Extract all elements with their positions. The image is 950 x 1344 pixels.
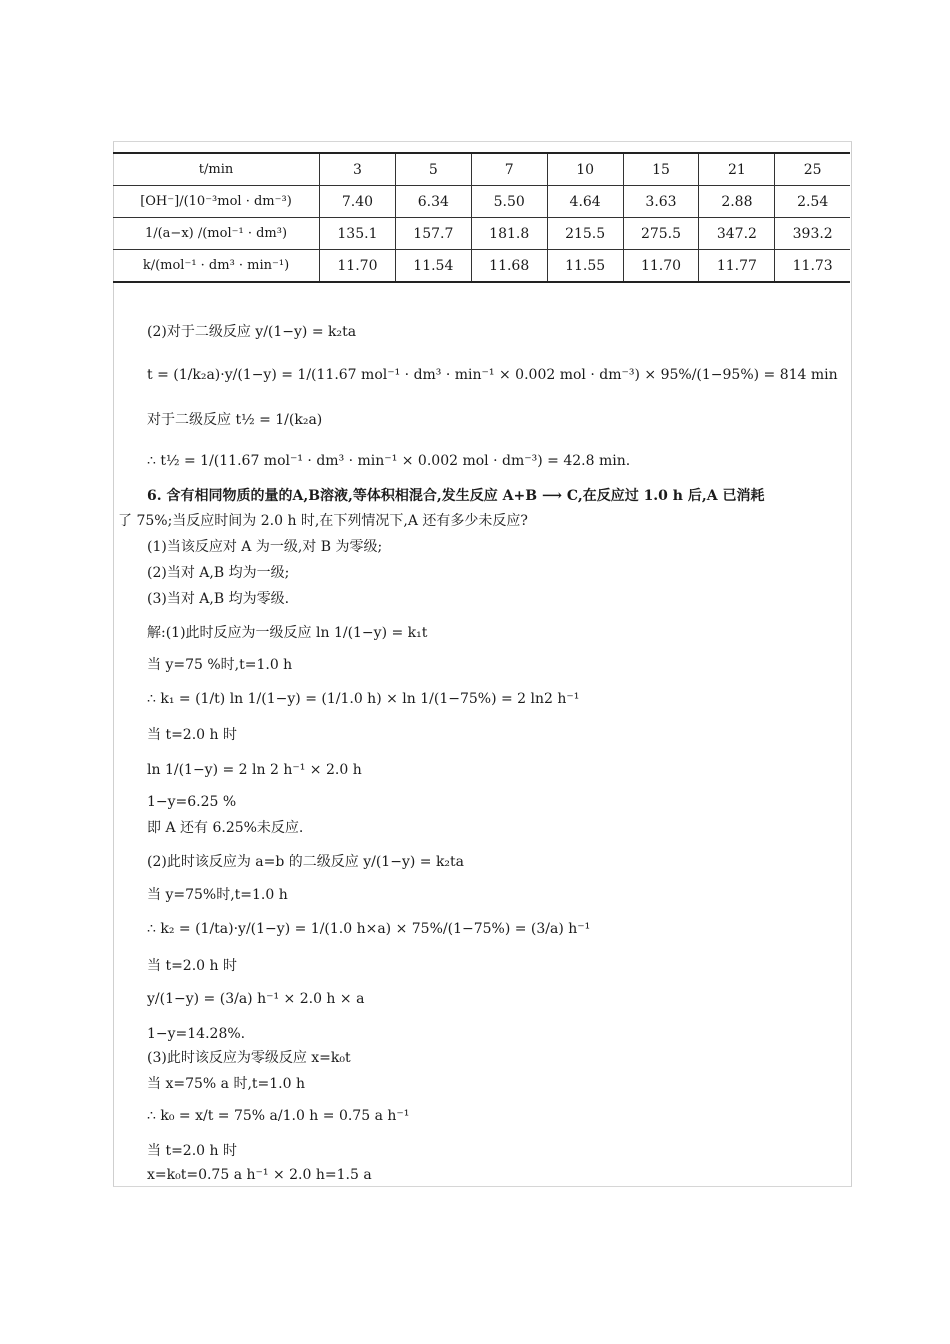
text-line: 即 A 还有 6.25%未反应. — [147, 820, 304, 836]
text-line: 当 x=75% a 时,t=1.0 h — [147, 1076, 305, 1092]
table-cell: 25 — [775, 153, 850, 186]
text-line: 解:(1)此时反应为一级反应 ln 1/(1−y) = k₁t — [147, 625, 428, 641]
text-line: y/(1−y) = (3/a) h⁻¹ × 2.0 h × a — [147, 991, 365, 1007]
table-cell: 11.68 — [471, 250, 547, 283]
text-line: x=k₀t=0.75 a h⁻¹ × 2.0 h=1.5 a — [147, 1167, 372, 1183]
table-cell: 15 — [623, 153, 699, 186]
text-line: (3)当对 A,B 均为零级. — [147, 591, 290, 607]
table-cell: 5 — [395, 153, 471, 186]
table-cell: 11.54 — [395, 250, 471, 283]
table-cell: 3 — [320, 153, 396, 186]
table-cell: k/(mol⁻¹ · dm³ · min⁻¹) — [113, 250, 320, 283]
table-cell: 1/(a−x) /(mol⁻¹ · dm³) — [113, 218, 320, 250]
text-line: 对于二级反应 t½ = 1/(k₂a) — [147, 412, 323, 428]
table-cell: 181.8 — [471, 218, 547, 250]
text-line: ln 1/(1−y) = 2 ln 2 h⁻¹ × 2.0 h — [147, 762, 362, 778]
text-line: (2)对于二级反应 y/(1−y) = k₂ta — [147, 324, 357, 340]
table-cell: 7 — [471, 153, 547, 186]
text-line: 1−y=6.25 % — [147, 794, 237, 810]
table-row — [113, 153, 850, 186]
table-cell: 10 — [547, 153, 623, 186]
text-line: (2)当对 A,B 均为一级; — [147, 565, 290, 581]
table-cell: 347.2 — [699, 218, 775, 250]
table-cell: 3.63 — [623, 186, 699, 218]
text-line: ∴ k₂ = (1/ta)·y/(1−y) = 1/(1.0 h×a) × 75%/(1−75%) = (3/a) h⁻¹ — [147, 921, 591, 937]
table-cell: 11.55 — [547, 250, 623, 283]
text-line: ∴ t½ = 1/(11.67 mol⁻¹ · dm³ · min⁻¹ × 0.002 mol · dm⁻³) = 42.8 min. — [147, 453, 631, 469]
data-table — [113, 152, 850, 283]
text-line: (3)此时该反应为零级反应 x=k₀t — [147, 1050, 351, 1066]
table-cell: t/min — [113, 153, 320, 186]
text-line: (2)此时该反应为 a=b 的二级反应 y/(1−y) = k₂ta — [147, 854, 465, 870]
table-cell: 11.70 — [320, 250, 396, 283]
table-cell: 2.88 — [699, 186, 775, 218]
table-cell: 275.5 — [623, 218, 699, 250]
table-cell: 21 — [699, 153, 775, 186]
text-line: 当 t=2.0 h 时 — [147, 958, 237, 974]
text-line: ∴ k₁ = (1/t) ln 1/(1−y) = (1/1.0 h) × ln 1/(1−75%) = 2 ln2 h⁻¹ — [147, 691, 580, 707]
text-line: 当 y=75 %时,t=1.0 h — [147, 657, 293, 673]
text-line: t = (1/k₂a)·y/(1−y) = 1/(11.67 mol⁻¹ · dm³ · min⁻¹ × 0.002 mol · dm⁻³) × 95%/(1−95%) = 814 min — [147, 367, 838, 383]
table-row — [113, 186, 850, 218]
table-cell: 4.64 — [547, 186, 623, 218]
table-cell: 393.2 — [775, 218, 850, 250]
table-cell: 11.70 — [623, 250, 699, 283]
table-cell: 2.54 — [775, 186, 850, 218]
table-cell: 11.77 — [699, 250, 775, 283]
text-line: 当 t=2.0 h 时 — [147, 1143, 237, 1159]
text-line: (1)当该反应对 A 为一级,对 B 为零级; — [147, 539, 383, 555]
table-cell: 135.1 — [320, 218, 396, 250]
table-row — [113, 218, 850, 250]
table-cell: [OH⁻]/(10⁻³mol · dm⁻³) — [113, 186, 320, 218]
text-line: ∴ k₀ = x/t = 75% a/1.0 h = 0.75 a h⁻¹ — [147, 1108, 410, 1124]
table-cell: 6.34 — [395, 186, 471, 218]
text-line: 了 75%;当反应时间为 2.0 h 时,在下列情况下,A 还有多少未反应? — [118, 513, 528, 529]
text-line: 6. 含有相同物质的量的A,B溶液,等体积相混合,发生反应 A+B ⟶ C,在反应过 1.0 h 后,A 已消耗 — [147, 488, 765, 504]
table-cell: 7.40 — [320, 186, 396, 218]
text-line: 1−y=14.28%. — [147, 1026, 246, 1042]
table-cell: 215.5 — [547, 218, 623, 250]
table-cell: 157.7 — [395, 218, 471, 250]
table-cell: 11.73 — [775, 250, 850, 283]
text-line: 当 y=75%时,t=1.0 h — [147, 887, 288, 903]
table-row — [113, 250, 850, 283]
table-cell: 5.50 — [471, 186, 547, 218]
text-line: 当 t=2.0 h 时 — [147, 727, 237, 743]
